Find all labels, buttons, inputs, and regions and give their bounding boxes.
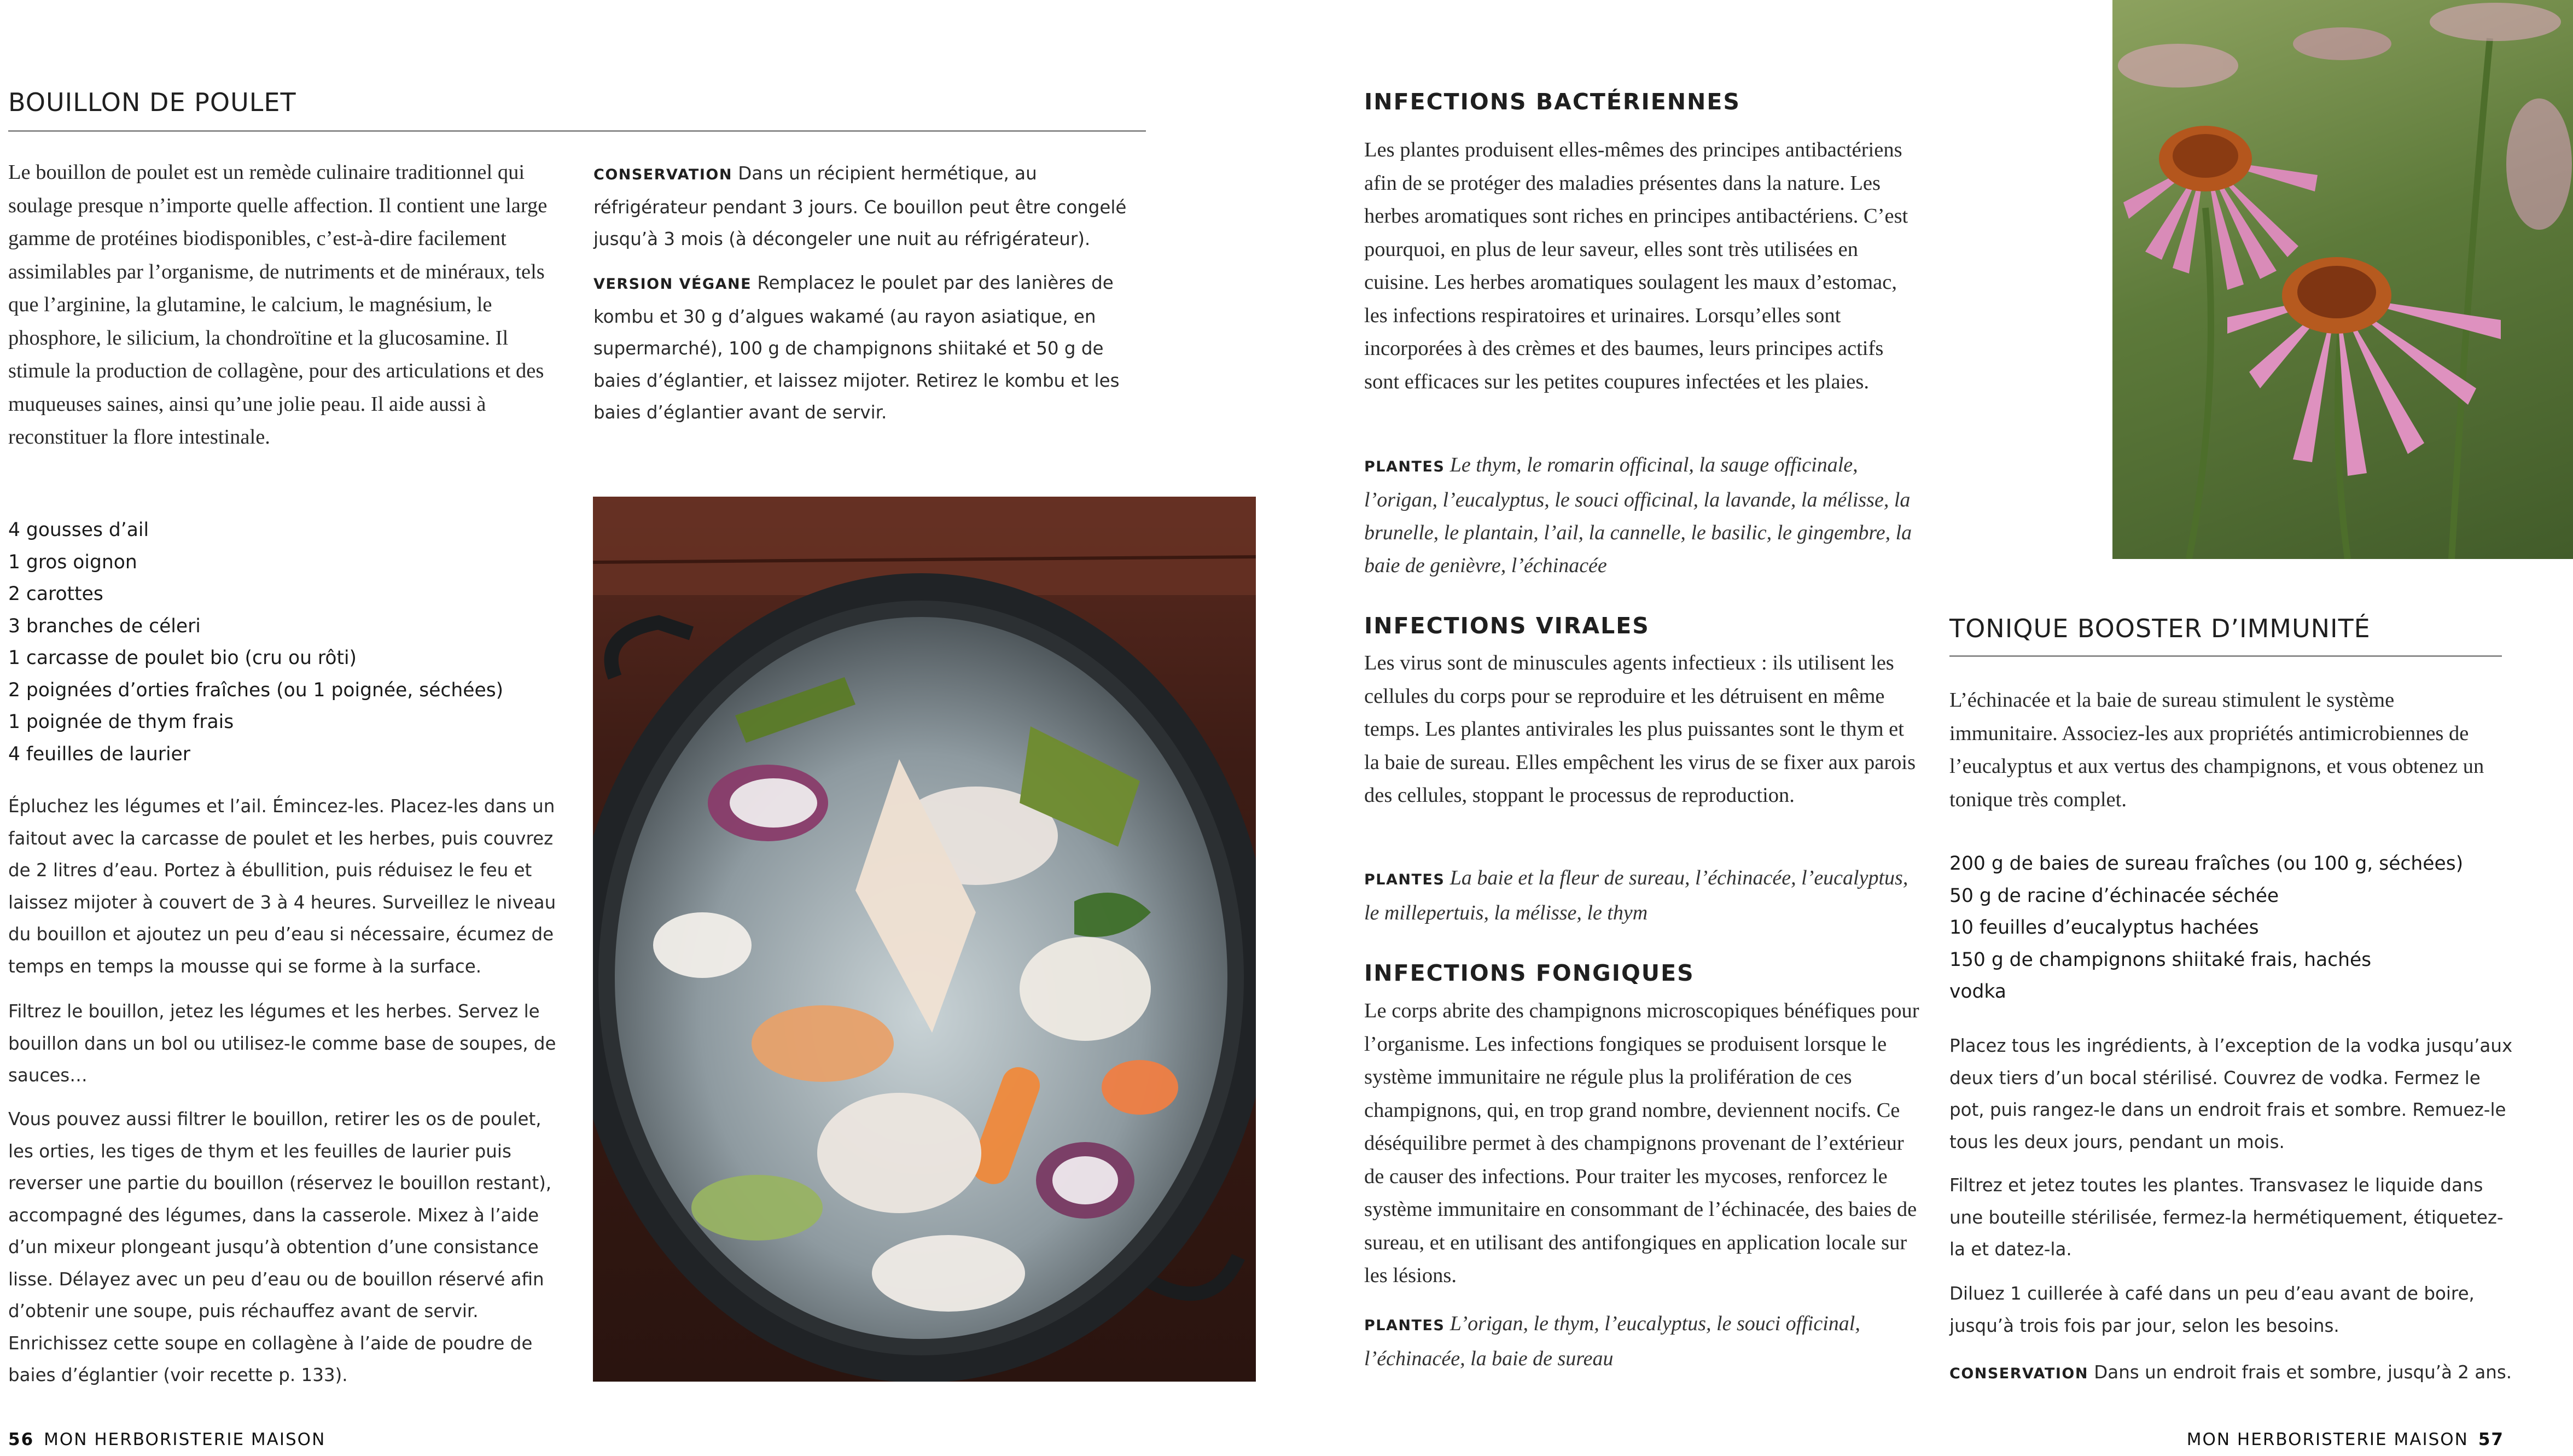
plants-list bbox=[1364, 1307, 1928, 1375]
section-body: Le corps abrite des champignons microscopiques bénéfiques pour l’organisme. Les infections fongiques se produisent lorsque le système immunitaire ne régule plus la prolifération de ces champignons, qui, en trop grand nombre, deviennent nocifs. Ce déséquilibre permet à des champignons provenant de l’extérieur de causer des infections. Pour traiter les mycoses, renforcez le système immunitaire en consommant de l’échinacée, des baies de sureau, et en utilisant des antifongiques en application locale sur les lésions. bbox=[1364, 999, 1919, 1287]
conservation-label: CONSERVATION bbox=[1949, 1365, 2088, 1382]
plants-list bbox=[1364, 449, 1928, 582]
section-heading: INFECTIONS FONGIQUES bbox=[1364, 960, 1695, 986]
plants-label: PLANTES bbox=[1364, 1317, 1445, 1334]
conservation-text: Dans un endroit frais et sombre, jusqu’à 2 ans. bbox=[2094, 1362, 2512, 1383]
list-item: 1 poignée de thym frais bbox=[8, 711, 234, 733]
tonic-step: Diluez 1 cuillerée à café dans un peu d’eau avant de boire, jusqu’à trois fois par jour, selon les besoins. bbox=[1949, 1283, 2475, 1336]
left-footer bbox=[8, 1430, 325, 1449]
list-item: 4 feuilles de laurier bbox=[8, 743, 190, 765]
list-item: 1 carcasse de poulet bio (cru ou rôti) bbox=[8, 647, 357, 669]
list-item: 10 feuilles d’eucalyptus hachées bbox=[1949, 917, 2259, 939]
plants-label: PLANTES bbox=[1364, 871, 1445, 888]
tonic-intro: L’échinacée et la baie de sureau stimulent le système immunitaire. Associez-les aux propriétés antimicrobiennes de l’eucalyptus et aux vertus des champignons, et vous obtenez un tonique très complet. bbox=[1949, 689, 2484, 811]
broth-pot-illustration bbox=[593, 497, 1256, 1382]
list-item: 1 gros oignon bbox=[8, 551, 137, 573]
left-page bbox=[0, 0, 1286, 1456]
conservation-label: CONSERVATION bbox=[593, 166, 732, 183]
plants-label: PLANTES bbox=[1364, 458, 1445, 475]
right-footer bbox=[2187, 1430, 2504, 1449]
page-title: BOUILLON DE POULET bbox=[8, 88, 296, 117]
plants-text: La baie et la fleur de sureau, l’échinacée, l’eucalyptus, le millepertuis, la mélisse, le thym bbox=[1364, 866, 1908, 924]
broth-pot-photo bbox=[593, 497, 1256, 1382]
flower-illustration bbox=[2112, 0, 2573, 559]
conservation-text: Dans un récipient hermétique, au réfrigérateur pendant 3 jours. Ce bouillon peut être congelé jusqu’à 3 mois (à décongeler une nuit au réfrigérateur). bbox=[593, 163, 1127, 249]
tonic-title-divider bbox=[1949, 655, 2502, 657]
running-title: MON HERBORISTERIE MAISON bbox=[2186, 1430, 2469, 1449]
tonic-step: Placez tous les ingrédients, à l’exception de la vodka jusqu’aux deux tiers d’un bocal stérilisé. Couvrez de vodka. Fermez le pot, puis rangez-le dans un endroit frais et sombre. Remuez-le tous les deux jours, pendant un mois. bbox=[1949, 1035, 2513, 1152]
list-item: 50 g de racine d’échinacée séchée bbox=[1949, 884, 2279, 907]
section-heading: INFECTIONS VIRALES bbox=[1364, 613, 1650, 639]
plants-text: Le thym, le romarin officinal, la sauge officinale, l’origan, l’eucalyptus, le souci officinal, la lavande, la mélisse, la brunelle, le plantain, l’ail, la cannelle, le basilic, le gingembre, la baie de genièvre, l’échinacée bbox=[1364, 453, 1912, 577]
title-divider bbox=[8, 130, 1146, 132]
method-step: Vous pouvez aussi filtrer le bouillon, retirer les os de poulet, les orties, les tiges de thym et les feuilles de laurier puis reverser une partie du bouillon (réservez le bouillon restant), accompagné des légumes, dans la casserole. Mixez à l’aide d’un mixeur plongeant jusqu’à obtention d’une consistance lisse. Délayez avec un peu d’eau ou de bouillon réservé afin d’obtenir une soupe, puis réchauffez avant de servir. Enrichissez cette soupe en collagène à l’aide de poudre de baies d’églantier (voir recette p. 133). bbox=[8, 1109, 552, 1385]
tonic-step: Filtrez et jetez toutes les plantes. Transvasez le liquide dans une bouteille stérilisée, fermez-la hermétiquement, étiquetez-la et datez-la. bbox=[1949, 1175, 2504, 1260]
method-step: Filtrez le bouillon, jetez les légumes et les herbes. Servez le bouillon dans un bol ou utilisez-le comme base de soupes, de sauces… bbox=[8, 1001, 556, 1086]
list-item: 2 poignées d’orties fraîches (ou 1 poignée, séchées) bbox=[8, 679, 504, 701]
intro-paragraph: Le bouillon de poulet est un remède culinaire traditionnel qui soulage presque n’importe quelle affection. Il contient une large gamme de protéines biodisponibles, c’est-à-dire facilement assimilables par l’organisme, de nutriments et de minéraux, tels que l’arginine, la glutamine, le calcium, le magnésium, le phosphore, le silicium, la chondroïtine et la glucosamine. Il stimule la production de collagène, pour des articulations et des muqueuses saines, ainsi qu’une jolie peau. Il aide aussi à reconstituer la flore intestinale. bbox=[8, 161, 548, 449]
running-title: MON HERBORISTERIE MAISON bbox=[44, 1430, 326, 1449]
method-step: Épluchez les légumes et l’ail. Émincez-les. Placez-les dans un faitout avec la carcasse de poulet et les herbes, puis couvrez de 2 litres d’eau. Portez à ébullition, puis réduisez le feu et laissez mijoter à couvert de 3 à 4 heures. Surveillez le niveau du bouillon et ajoutez un peu d’eau si nécessaire, écumez de temps en temps la mousse qui se forme à la surface. bbox=[8, 796, 556, 977]
list-item: 150 g de champignons shiitaké frais, hachés bbox=[1949, 948, 2372, 971]
section-heading: INFECTIONS BACTÉRIENNES bbox=[1364, 89, 1740, 115]
right-page bbox=[1286, 0, 2573, 1456]
echinacea-photo bbox=[2112, 0, 2573, 559]
tonic-conservation bbox=[1949, 1356, 2518, 1390]
list-item: 4 gousses d’ail bbox=[8, 519, 149, 541]
ingredient-list bbox=[8, 514, 555, 770]
vegan-label: VERSION VÉGANE bbox=[593, 276, 752, 293]
list-item: 2 carottes bbox=[8, 583, 103, 605]
vegan-note bbox=[593, 267, 1140, 429]
plants-text: L’origan, le thym, l’eucalyptus, le souci officinal, l’échinacée, la baie de sureau bbox=[1364, 1312, 1860, 1370]
list-item: 200 g de baies de sureau fraîches (ou 100 g, séchées) bbox=[1949, 853, 2464, 875]
conservation-note bbox=[593, 158, 1140, 255]
tonic-ingredient-list bbox=[1949, 848, 2507, 1008]
page-number: 56 bbox=[8, 1430, 34, 1449]
tonic-title: TONIQUE BOOSTER D’IMMUNITÉ bbox=[1949, 614, 2371, 643]
list-item: 3 branches de céleri bbox=[8, 615, 201, 637]
section-body: Les virus sont de minuscules agents infectieux : ils utilisent les cellules du corps pour se reproduire et les détruisent en même temps. Les plantes antivirales les plus puissantes sont le thym et la baie de sureau. Elles empêchent les virus de se fixer aux parois des cellules, stoppant le processus de reproduction. bbox=[1364, 651, 1916, 807]
plants-list bbox=[1364, 861, 1928, 929]
list-item: vodka bbox=[1949, 981, 2006, 1003]
section-body: Les plantes produisent elles-mêmes des principes antibactériens afin de se protéger des maladies présentes dans la nature. Les herbes aromatiques sont riches en principes antibactériens. C’est pourquoi, en plus de leur saveur, elles sont très utilisées en cuisine. Les herbes aromatiques soulagent les maux d’estomac, les infections respiratoires et urinaires. Lorsqu’elles sont incorporées à des crèmes et des baumes, leurs principes actifs sont efficaces sur les petites coupures infectées et les plaies. bbox=[1364, 138, 1908, 393]
page-number: 57 bbox=[2478, 1430, 2504, 1449]
vegan-text: Remplacez le poulet par des lanières de kombu et 30 g d’algues wakamé (au rayon asiatique, en supermarché), 100 g de champignons shiitaké et 50 g de baies d’églantier, et laissez mijoter. Retirez le kombu et les baies d’églantier avant de servir. bbox=[593, 272, 1120, 423]
